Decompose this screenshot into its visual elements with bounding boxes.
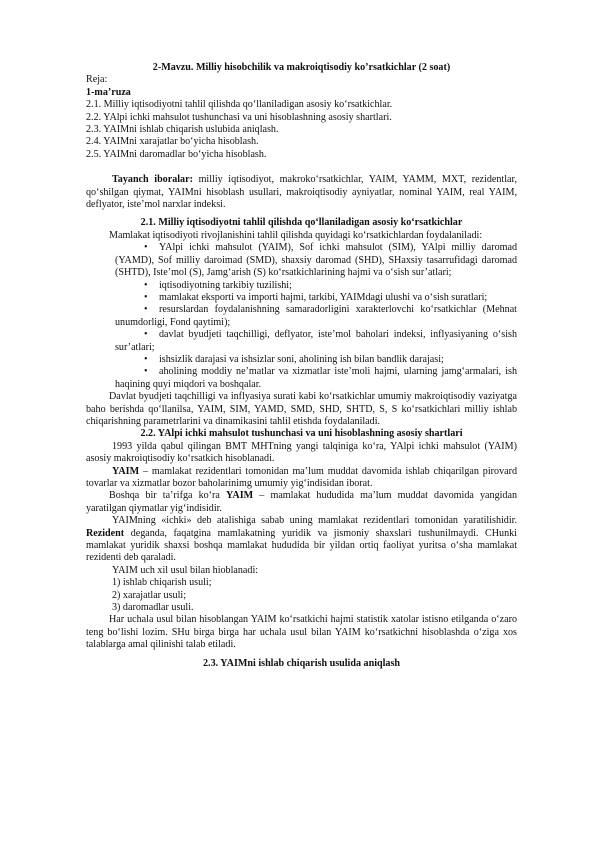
list-item: 2) xarajatlar usuli;	[112, 589, 186, 601]
bullet-icon: •	[144, 242, 148, 254]
plan-item: 2.1. Milliy iqtisodiyotni tahlil qilishda qo‘llaniladigan asosiy ko‘rsatkichlar.	[86, 99, 393, 111]
resident-paragraph: YAIMning «ichki» deb atalishiga sabab uning mamlakat rezidentlari tomonidan yaratilishidir. Rezident deganda, faqatgina mamlakatning yuridik va jismoniy shaxslari tushunilmaydi. CHunki mamlakat yuridik shaxsi boshqa mamlakat hududida bir yildan ortiq faoliyat yuritsa o‘sha mamlakat rezidenti deb qaraladi.	[86, 515, 517, 564]
yaim-definition-1: YAIM – mamlakat rezidentlari tomonidan ma’lum muddat davomida ishlab chiqarilgan pirovard tovarlar va xizmatlar bozor baholarinimg umumiy yig‘indisidan iborat.	[86, 465, 517, 489]
list-item: • iqtisodiyotning tarkibiy tuzilishi;	[144, 279, 292, 291]
bullet-icon: •	[144, 279, 148, 291]
term: YAIM	[226, 490, 254, 502]
plan-item: 2.5. YAIMni daromadlar bo‘yicha hisoblash.	[86, 148, 267, 160]
bullet-icon: •	[144, 353, 148, 365]
plan-label: Reja:	[86, 74, 108, 86]
section-3-heading: 2.3. YAIMni ishlab chiqarish usulida aniqlash	[203, 657, 400, 669]
list-item: • davlat byudjeti taqchilligi, deflyator, iste’mol baholari indeksi, inflyasiyaning o‘sish sur’atlari;	[115, 329, 517, 353]
list-item: 1) ishlab chiqarish usuli;	[112, 577, 212, 589]
indicator-list	[86, 242, 517, 391]
bullet-icon: •	[144, 366, 148, 378]
plan-item: 2.3. YAIMni ishlab chiqarish uslubida aniqlash.	[86, 124, 279, 136]
section-1-closing: Davlat byudjeti taqchilligi va inflyasiya surati kabi ko‘rsatkichlar umumiy makroiqtisodiy vaziyatga baho berishda qo‘llanilsa, YAIM, SIM, YAMD, SMD, SHD, SHTD, S, S ko‘rsatkichlari milliy ishlab chiqarishning parametrlarini va dinamikasini tahlil etishda foydalaniladi.	[86, 391, 517, 427]
methods-list	[86, 577, 517, 614]
section-1-intro: Mamlakat iqtisodiyoti rivojlanishini tahlil qilishda quyidagi ko‘rsatkichlardan foydalaniladi:	[109, 229, 483, 241]
list-item: • ishsizlik darajasi va ishsizlar soni, aholining ish bilan bandlik darajasi;	[144, 353, 444, 365]
keywords-paragraph	[86, 174, 517, 211]
term: YAIM	[112, 465, 140, 477]
keywords-label: Tayanch iboralar:	[112, 174, 193, 186]
term: Rezident	[86, 527, 125, 539]
keywords-text: milliy iqtisodiyot, makroko‘rsatkichlar, YAIM, YAMM, MXT, rezidentlar, qo‘shilgan qiymat, YAIMni hisoblash usullari, makroiqtisodiy ayniyatlar, nominal YAIM, real YAIM, deflyator, iste’mol narxlar indeksi.	[86, 174, 517, 211]
lecture-label: 1-ma’ruza	[86, 86, 131, 98]
list-item: 3) daromadlar usuli.	[112, 602, 194, 614]
methods-intro: YAIM uch xil usul bilan hioblanadi:	[112, 564, 259, 576]
section-2-heading: 2.2. YAlpi ichki mahsulot tushunchasi va uni hisoblashning asosiy shartlari	[140, 428, 463, 440]
list-item: • resurslardan foydalanishning samaradorligini xarakterlovchi ko‘rsatkichlar (Mehnat unumdorligi, Fond qaytimi);	[115, 304, 517, 328]
section-1-heading: 2.1. Milliy iqtisodiyotni tahlil qilishda qo‘llaniladigan asosiy ko‘rsatkichlar	[140, 217, 463, 229]
plan-item: 2.4. YAIMni xarajatlar bo‘yicha hisoblash.	[86, 136, 259, 148]
yaim-definition-2: Boshqa bir ta’rifga ko‘ra YAIM – mamlakat hududida ma’lum muddat davomida yangidan yaratilgan qiymatlar yig‘indisidir.	[86, 490, 517, 514]
section-2-paragraph: 1993 yilda qabul qilingan BMT MHTning yangi talqiniga ko‘ra, YAlpi ichki mahsulot (YAIM) asosiy makroiqtisodiy ko‘rsatkich hisoblanadi.	[86, 440, 517, 465]
list-item: • aholining moddiy ne’matlar va xizmatlar iste’moli hajmi, ularning jamg‘armalari, ish haqining quyi miqdori va boshqalar.	[115, 366, 517, 390]
plan-item: 2.2. YAlpi ichki mahsulot tushunchasi va uni hisoblashning asosiy shartlari.	[86, 111, 392, 123]
bullet-icon: •	[144, 329, 148, 341]
topic-title: 2-Mavzu. Milliy hisobchilik va makroiqtisodiy ko’rsatkichlar (2 soat)	[152, 62, 451, 73]
plan-list	[86, 99, 517, 161]
bullet-icon: •	[144, 304, 148, 316]
list-item: • YAlpi ichki mahsulot (YAIM), Sof ichki mahsulot (SIM), YAlpi milliy daromad (YAMD), Sof milliy daroimad (SMD), shaxsiy daromad (SHD), SHaxsiy tasarrufidagi daromad (SHTD), Iste’mol (S), Jamg‘arish (S) ko‘rsatkichlarining hajmi va o‘sish sur’atlari;	[115, 242, 517, 279]
section-2-closing: Har uchala usul bilan hisoblangan YAIM ko‘rsatkichi hajmi statistik xatolar istisno etilganda o‘zaro teng bo‘lishi lozim. SHu birga birga har uchala usul bilan YAIM ko‘rsatkichni hisoblashda o‘ziga xos talablarga amal qilinishi talab etiladi.	[86, 614, 517, 651]
bullet-icon: •	[144, 291, 148, 303]
list-item: • mamlakat eksporti va importi hajmi, tarkibi, YAIMdagi ulushi va o‘sish suratlari;	[144, 291, 488, 303]
